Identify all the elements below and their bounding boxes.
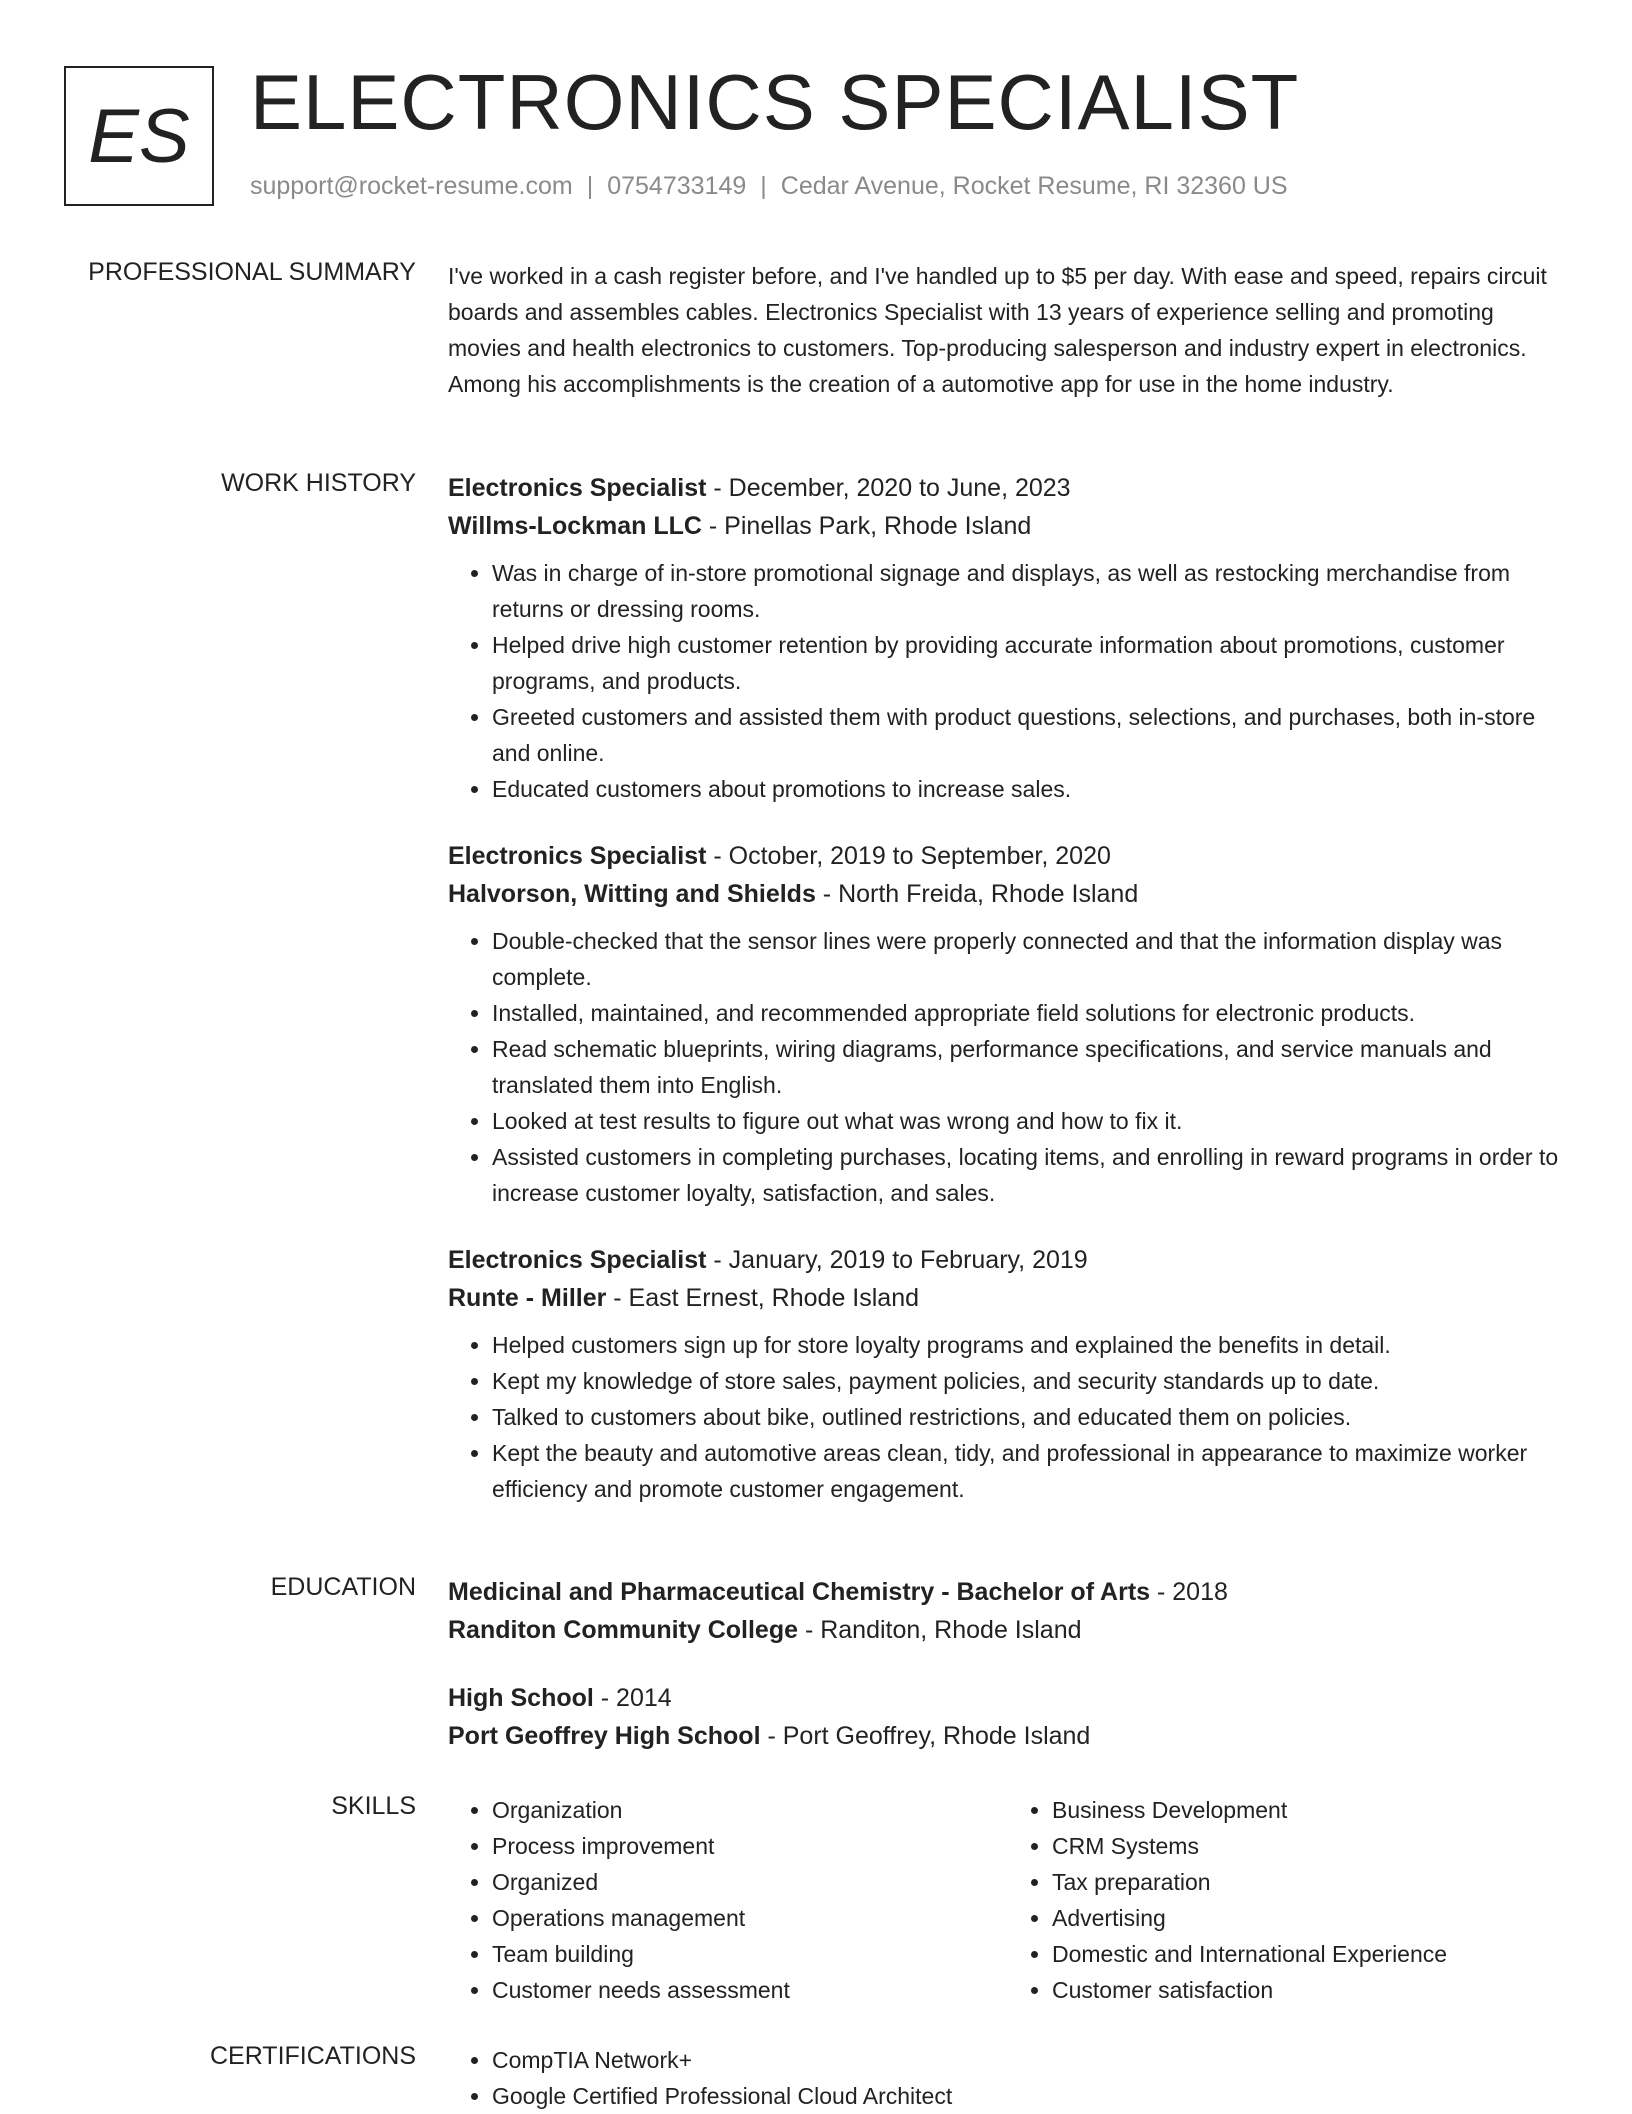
- contact-separator: |: [586, 172, 594, 200]
- list-item: • Operations management: [492, 1900, 1008, 1936]
- job-entry: [448, 837, 1568, 1211]
- list-item: • Organization: [492, 1792, 1008, 1828]
- contact-address: Cedar Avenue, Rocket Resume, RI 32360 US: [780, 172, 1288, 200]
- school-name: Randiton Community College: [448, 1616, 798, 1644]
- job-title-line: [448, 1241, 1568, 1279]
- contact-email: support@rocket-resume.com: [250, 172, 573, 200]
- list-item: • Educated customers about promotions to increase sales.: [492, 771, 1568, 807]
- job-entry: [448, 469, 1568, 807]
- contact-line: [250, 172, 1288, 201]
- list-item: • Read schematic blueprints, wiring diagrams, performance specifications, and service manuals and translated them into English.: [492, 1031, 1568, 1103]
- monogram-initials: ES: [88, 93, 190, 179]
- job-location: - East Ernest, Rhode Island: [606, 1284, 920, 1312]
- list-item: • Was in charge of in-store promotional signage and displays, as well as restocking merchandise from returns or dressing rooms.: [492, 555, 1568, 627]
- certifications-label: CERTIFICATIONS: [209, 2042, 416, 2070]
- monogram-box: [64, 66, 214, 206]
- certifications-list: [448, 2042, 1568, 2114]
- school-line: [448, 1611, 1568, 1649]
- job-bullets: [448, 923, 1568, 1211]
- job-bullets: [448, 1327, 1568, 1507]
- list-item: • CRM Systems: [1052, 1828, 1568, 1864]
- job-company: Willms-Lockman LLC: [448, 512, 702, 540]
- list-item: • Business Development: [1052, 1792, 1568, 1828]
- degree-name: Medicinal and Pharmaceutical Chemistry - Bachelor of Arts: [448, 1578, 1151, 1606]
- job-location: - North Freida, Rhode Island: [815, 880, 1139, 908]
- job-title-line: [448, 837, 1568, 875]
- list-item: • Customer needs assessment: [492, 1972, 1008, 2008]
- skills-right-list: [1008, 1792, 1568, 2008]
- job-company: Halvorson, Witting and Shields: [448, 880, 816, 908]
- job-dates: - December, 2020 to June, 2023: [706, 474, 1071, 502]
- job-title: Electronics Specialist: [448, 474, 707, 502]
- education-label: EDUCATION: [270, 1573, 416, 1601]
- school-location: - Randiton, Rhode Island: [798, 1616, 1082, 1644]
- list-item: • Organized: [492, 1864, 1008, 1900]
- degree-name: High School: [448, 1684, 594, 1712]
- list-item: • Looked at test results to figure out what was wrong and how to fix it.: [492, 1103, 1568, 1139]
- resume-title: ELECTRONICS SPECIALIST: [250, 58, 1300, 146]
- degree-line: [448, 1573, 1568, 1611]
- list-item: • Double-checked that the sensor lines were properly connected and that the information display was complete.: [492, 923, 1568, 995]
- list-item: • Kept my knowledge of store sales, payment policies, and security standards up to date.: [492, 1363, 1568, 1399]
- list-item: • Helped drive high customer retention by providing accurate information about promotions, customer programs, and products.: [492, 627, 1568, 699]
- school-line: [448, 1717, 1568, 1755]
- list-item: • Tax preparation: [1052, 1864, 1568, 1900]
- job-dates: - January, 2019 to February, 2019: [706, 1246, 1088, 1274]
- list-item: • Kept the beauty and automotive areas clean, tidy, and professional in appearance to maximize worker efficiency and promote customer engagement.: [492, 1435, 1568, 1507]
- school-name: Port Geoffrey High School: [448, 1722, 761, 1750]
- job-company-line: [448, 1279, 1568, 1317]
- list-item: • Google Certified Professional Cloud Architect: [492, 2078, 1568, 2114]
- job-company: Runte - Miller: [448, 1284, 607, 1312]
- summary-label: PROFESSIONAL SUMMARY: [88, 258, 416, 286]
- education-entry: [448, 1573, 1568, 1649]
- job-title: Electronics Specialist: [448, 842, 707, 870]
- skills-label: SKILLS: [331, 1792, 416, 1820]
- job-title: Electronics Specialist: [448, 1246, 707, 1274]
- list-item: • CompTIA Network+: [492, 2042, 1568, 2078]
- degree-line: [448, 1679, 1568, 1717]
- job-entry: [448, 1241, 1568, 1507]
- degree-year: - 2014: [593, 1684, 672, 1712]
- contact-separator: |: [760, 172, 767, 200]
- job-company-line: [448, 507, 1568, 545]
- list-item: • Helped customers sign up for store loyalty programs and explained the benefits in detail.: [492, 1327, 1568, 1363]
- list-item: • Customer satisfaction: [1052, 1972, 1568, 2008]
- job-company-line: [448, 875, 1568, 913]
- summary-text: I've worked in a cash register before, and I've handled up to $5 per day. With ease and speed, repairs circuit boards and assembles cables. Electronics Specialist with 13 years of experience selling and promoting movies and health electronics to customers. Top-producing salesperson and industry expert in electronics. Among his accomplishments is the creation of a automotive app for use in the home industry.: [448, 263, 1547, 397]
- list-item: • Team building: [492, 1936, 1008, 1972]
- list-item: • Installed, maintained, and recommended appropriate field solutions for electronic products.: [492, 995, 1568, 1031]
- job-title-line: [448, 469, 1568, 507]
- work-history-label: WORK HISTORY: [221, 469, 416, 497]
- list-item: • Process improvement: [492, 1828, 1008, 1864]
- job-dates: - October, 2019 to September, 2020: [706, 842, 1111, 870]
- job-bullets: [448, 555, 1568, 807]
- degree-year: - 2018: [1150, 1578, 1228, 1606]
- list-item: • Domestic and International Experience: [1052, 1936, 1568, 1972]
- education-entry: [448, 1679, 1568, 1755]
- job-location: - Pinellas Park, Rhode Island: [701, 512, 1032, 540]
- contact-phone: 0754733149: [607, 172, 747, 200]
- list-item: • Talked to customers about bike, outlined restrictions, and educated them on policies.: [492, 1399, 1568, 1435]
- list-item: • Advertising: [1052, 1900, 1568, 1936]
- list-item: • Assisted customers in completing purchases, locating items, and enrolling in reward programs in order to increase customer loyalty, satisfaction, and sales.: [492, 1139, 1568, 1211]
- list-item: • Greeted customers and assisted them with product questions, selections, and purchases, both in-store and online.: [492, 699, 1568, 771]
- school-location: - Port Geoffrey, Rhode Island: [760, 1722, 1091, 1750]
- skills-left-list: [448, 1792, 1008, 2008]
